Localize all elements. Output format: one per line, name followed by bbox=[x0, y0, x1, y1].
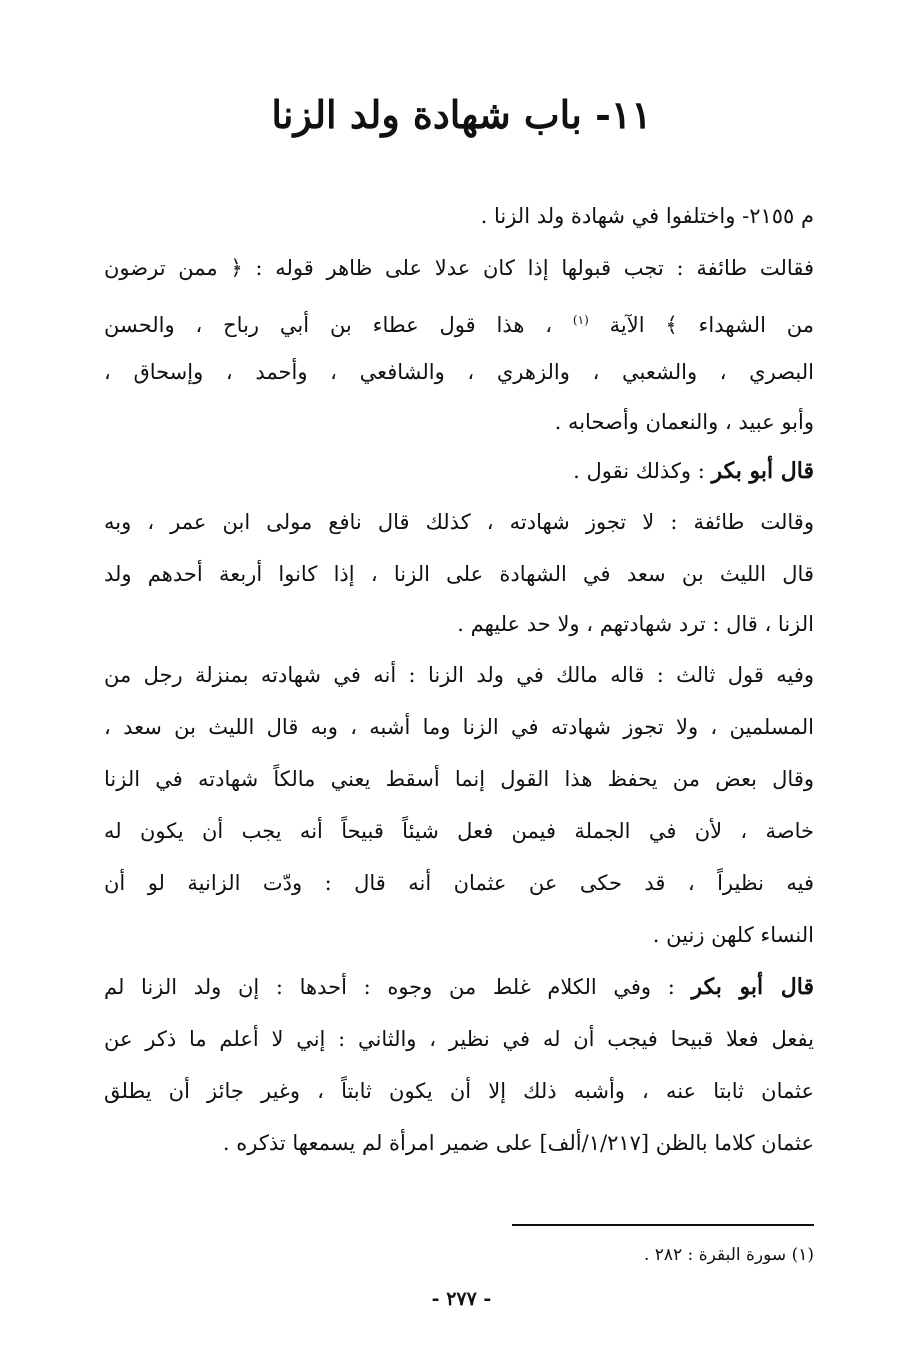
text-line bbox=[104, 649, 814, 701]
line-text: : وفي الكلام غلط من وجوه : أحدها : إن ولد الزنا لم bbox=[104, 975, 675, 999]
text-line bbox=[104, 548, 814, 600]
footnote-divider bbox=[512, 1224, 814, 1226]
line-text: المسلمين ، ولا تجوز شهادته في الزنا وما أشبه ، وبه قال الليث بن سعد ، bbox=[104, 715, 814, 739]
line-text: وأبو عبيد ، والنعمان وأصحابه . bbox=[554, 410, 814, 434]
line-text: الزنا ، قال : ترد شهادتهم ، ولا حد عليهم . bbox=[457, 612, 814, 636]
page-number: - ٢٧٧ - bbox=[431, 1288, 492, 1310]
line-text: فقالت طائفة : تجب قبولها إذا كان عدلا على ظاهر قوله : ﴿ ممن ترضون bbox=[104, 256, 814, 280]
text-line bbox=[104, 701, 814, 753]
footnote bbox=[300, 1240, 814, 1270]
speaker-label: قال أبو بكر bbox=[711, 458, 814, 484]
line-text: وفيه قول ثالث : قاله مالك في ولد الزنا : أنه في شهادته بمنزلة رجل من bbox=[104, 663, 814, 687]
line-text: فيه نظيراً ، قد حكى عن عثمان أنه قال : ودّت الزانية لو أن bbox=[104, 871, 814, 895]
text-line bbox=[104, 1117, 814, 1169]
text-line bbox=[104, 753, 814, 805]
text-line bbox=[104, 857, 814, 909]
text-line bbox=[104, 346, 814, 398]
text-line bbox=[104, 398, 814, 447]
text-line bbox=[104, 242, 814, 294]
line-text: يفعل فعلا قبيحا فيجب أن له في نظير ، والثاني : إني لا أعلم ما ذكر عن bbox=[104, 1027, 814, 1051]
line-text: خاصة ، لأن في الجملة فيمن فعل شيئاً قبيحاً أنه يجب أن يكون له bbox=[104, 819, 814, 843]
line-text: البصري ، والشعبي ، والزهري ، والشافعي ، وأحمد ، وإسحاق ، bbox=[104, 360, 814, 384]
text-line bbox=[104, 294, 814, 346]
line-text: عثمان ثابتا عنه ، وأشبه ذلك إلا أن يكون ثابتاً ، وغير جائز أن يطلق bbox=[104, 1079, 814, 1103]
text-line bbox=[104, 961, 814, 1013]
body-text bbox=[104, 190, 814, 1169]
paragraph-number-line: م ٢١٥٥- واختلفوا في شهادة ولد الزنا . bbox=[480, 204, 814, 228]
text-line bbox=[104, 805, 814, 857]
text-line bbox=[104, 600, 814, 649]
footnote-marker: (١) bbox=[791, 1245, 814, 1265]
footnote-reference[interactable]: (١) bbox=[572, 313, 589, 327]
text-line bbox=[104, 1013, 814, 1065]
line-text: : وكذلك نقول . bbox=[573, 459, 705, 483]
line-text: وقالت طائفة : لا تجوز شهادته ، كذلك قال نافع مولى ابن عمر ، وبه bbox=[104, 510, 814, 534]
footnote-text: سورة البقرة : ٢٨٢ . bbox=[643, 1245, 787, 1265]
speaker-label: قال أبو بكر bbox=[691, 974, 814, 1000]
text-line bbox=[104, 909, 814, 961]
text-line bbox=[104, 190, 814, 242]
text-line bbox=[104, 1065, 814, 1117]
line-text: النساء كلهن زنين . bbox=[652, 923, 814, 947]
line-text: من الشهداء ﴾ الآية bbox=[609, 313, 814, 337]
text-line bbox=[104, 496, 814, 548]
line-text: ، هذا قول عطاء بن أبي رباح ، والحسن bbox=[104, 313, 553, 337]
line-text: وقال بعض من يحفظ هذا القول إنما أسقط يعني مالكاً شهادته في الزنا bbox=[104, 767, 814, 791]
text-line bbox=[104, 447, 814, 496]
chapter-title: ١١- باب شهادة ولد الزنا bbox=[271, 92, 652, 137]
line-text: عثمان كلاما بالظن [١/٢١٧/ألف] على ضمير امرأة لم يسمعها تذكره . bbox=[222, 1131, 814, 1155]
line-text: قال الليث بن سعد في الشهادة على الزنا ، إذا كانوا أربعة أحدهم ولد bbox=[104, 562, 814, 586]
